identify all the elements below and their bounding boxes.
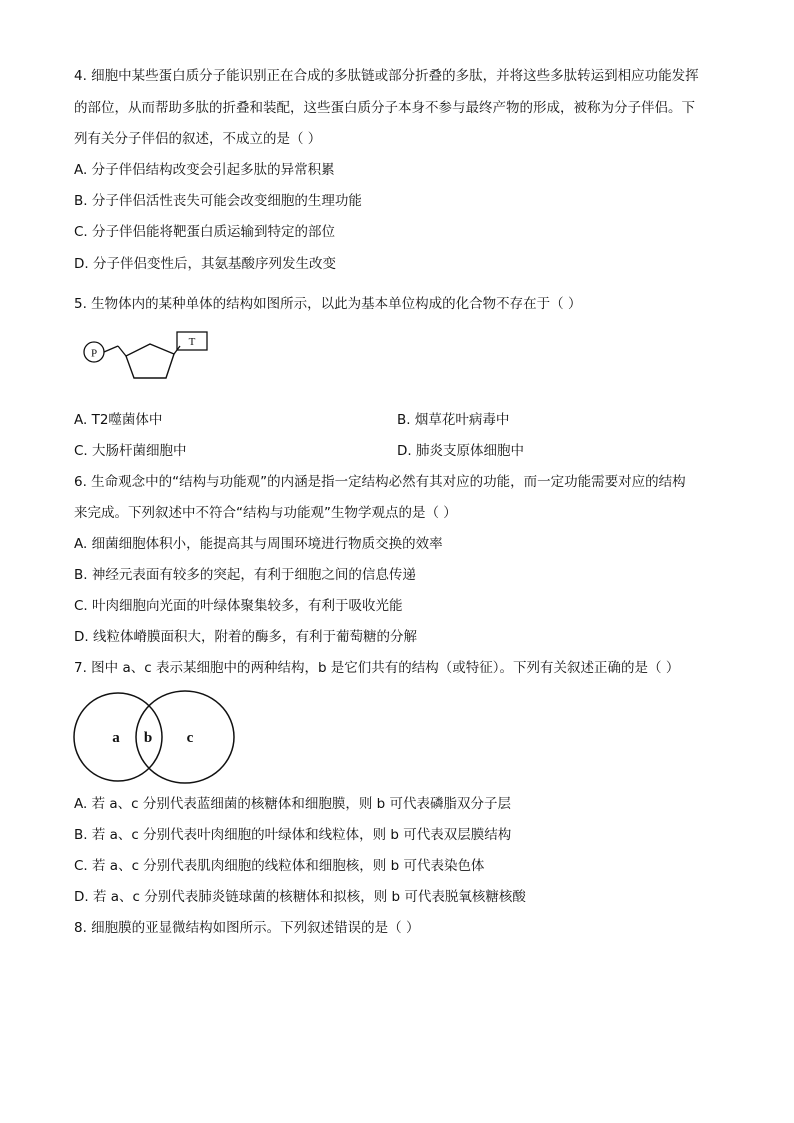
q5-option-d: D. 肺炎支原体细胞中: [397, 443, 524, 459]
carbon-5-bond: [118, 346, 126, 356]
q6-option-c: C. 叶肉细胞向光面的叶绿体聚集较多，有利于吸收光能: [74, 598, 403, 614]
venn-diagram-figure: [72, 688, 238, 788]
q4-stem-line-3: 列有关分子伴侣的叙述，不成立的是（ ）: [74, 131, 322, 147]
q6-option-a: A. 细菌细胞体积小，能提高其与周围环境进行物质交换的效率: [74, 536, 443, 552]
q6-option-d: D. 线粒体嵴膜面积大，附着的酶多，有利于葡萄糖的分解: [74, 629, 417, 645]
venn-label-b: b: [143, 730, 153, 746]
q6-option-b: B. 神经元表面有较多的突起，有利于细胞之间的信息传递: [74, 567, 416, 583]
q7-stem: 7. 图中 a、c 表示某细胞中的两种结构，b 是它们共有的结构（或特征）。下列有关叙述正确的是（ ）: [74, 660, 680, 676]
phosphate-label: P: [90, 347, 98, 360]
venn-label-c: c: [186, 730, 194, 746]
venn-label-a: a: [112, 730, 120, 746]
q4-stem-line-2: 的部位，从而帮助多肽的折叠和装配，这些蛋白质分子本身不参与最终产物的形成，被称为分子伴侣。下: [74, 100, 695, 116]
q8-stem: 8. 细胞膜的亚显微结构如图所示。下列叙述错误的是（ ）: [74, 920, 420, 936]
q4-option-a: A. 分子伴侣结构改变会引起多肽的异常积累: [74, 162, 335, 178]
nucleotide-structure-figure: [80, 328, 220, 388]
q4-stem-line-1: 4. 细胞中某些蛋白质分子能识别正在合成的多肽链或部分折叠的多肽，并将这些多肽转运到相应功能发挥: [74, 68, 699, 84]
q6-stem-line-1: 6. 生命观念中的“结构与功能观”的内涵是指一定结构必然有其对应的功能，而一定功能需要对应的结构: [74, 474, 686, 490]
q4-option-d: D. 分子伴侣变性后，其氨基酸序列发生改变: [74, 256, 336, 272]
q7-option-c: C. 若 a、c 分别代表肌肉细胞的线粒体和细胞核，则 b 可代表染色体: [74, 858, 485, 874]
q4-option-c: C. 分子伴侣能将靶蛋白质运输到特定的部位: [74, 224, 336, 240]
q7-option-b: B. 若 a、c 分别代表叶肉细胞的叶绿体和线粒体，则 b 可代表双层膜结构: [74, 827, 512, 843]
q4-option-b: B. 分子伴侣活性丧失可能会改变细胞的生理功能: [74, 193, 362, 209]
q5-option-c: C. 大肠杆菌细胞中: [74, 443, 187, 459]
q7-option-d: D. 若 a、c 分别代表肺炎链球菌的核糖体和拟核，则 b 可代表脱氧核糖核酸: [74, 889, 526, 905]
q5-stem: 5. 生物体内的某种单体的结构如图所示，以此为基本单位构成的化合物不存在于（ ）: [74, 296, 582, 312]
phosphate-bond: [104, 346, 118, 352]
q5-option-b: B. 烟草花叶病毒中: [397, 412, 510, 428]
q7-option-a: A. 若 a、c 分别代表蓝细菌的核糖体和细胞膜，则 b 可代表磷脂双分子层: [74, 796, 512, 812]
q6-stem-line-2: 来完成。下列叙述中不符合“结构与功能观”生物学观点的是（ ）: [74, 505, 457, 521]
q5-option-a: A. T2噬菌体中: [74, 412, 163, 428]
pentose-ring: [126, 344, 174, 378]
base-label: T: [188, 336, 196, 348]
